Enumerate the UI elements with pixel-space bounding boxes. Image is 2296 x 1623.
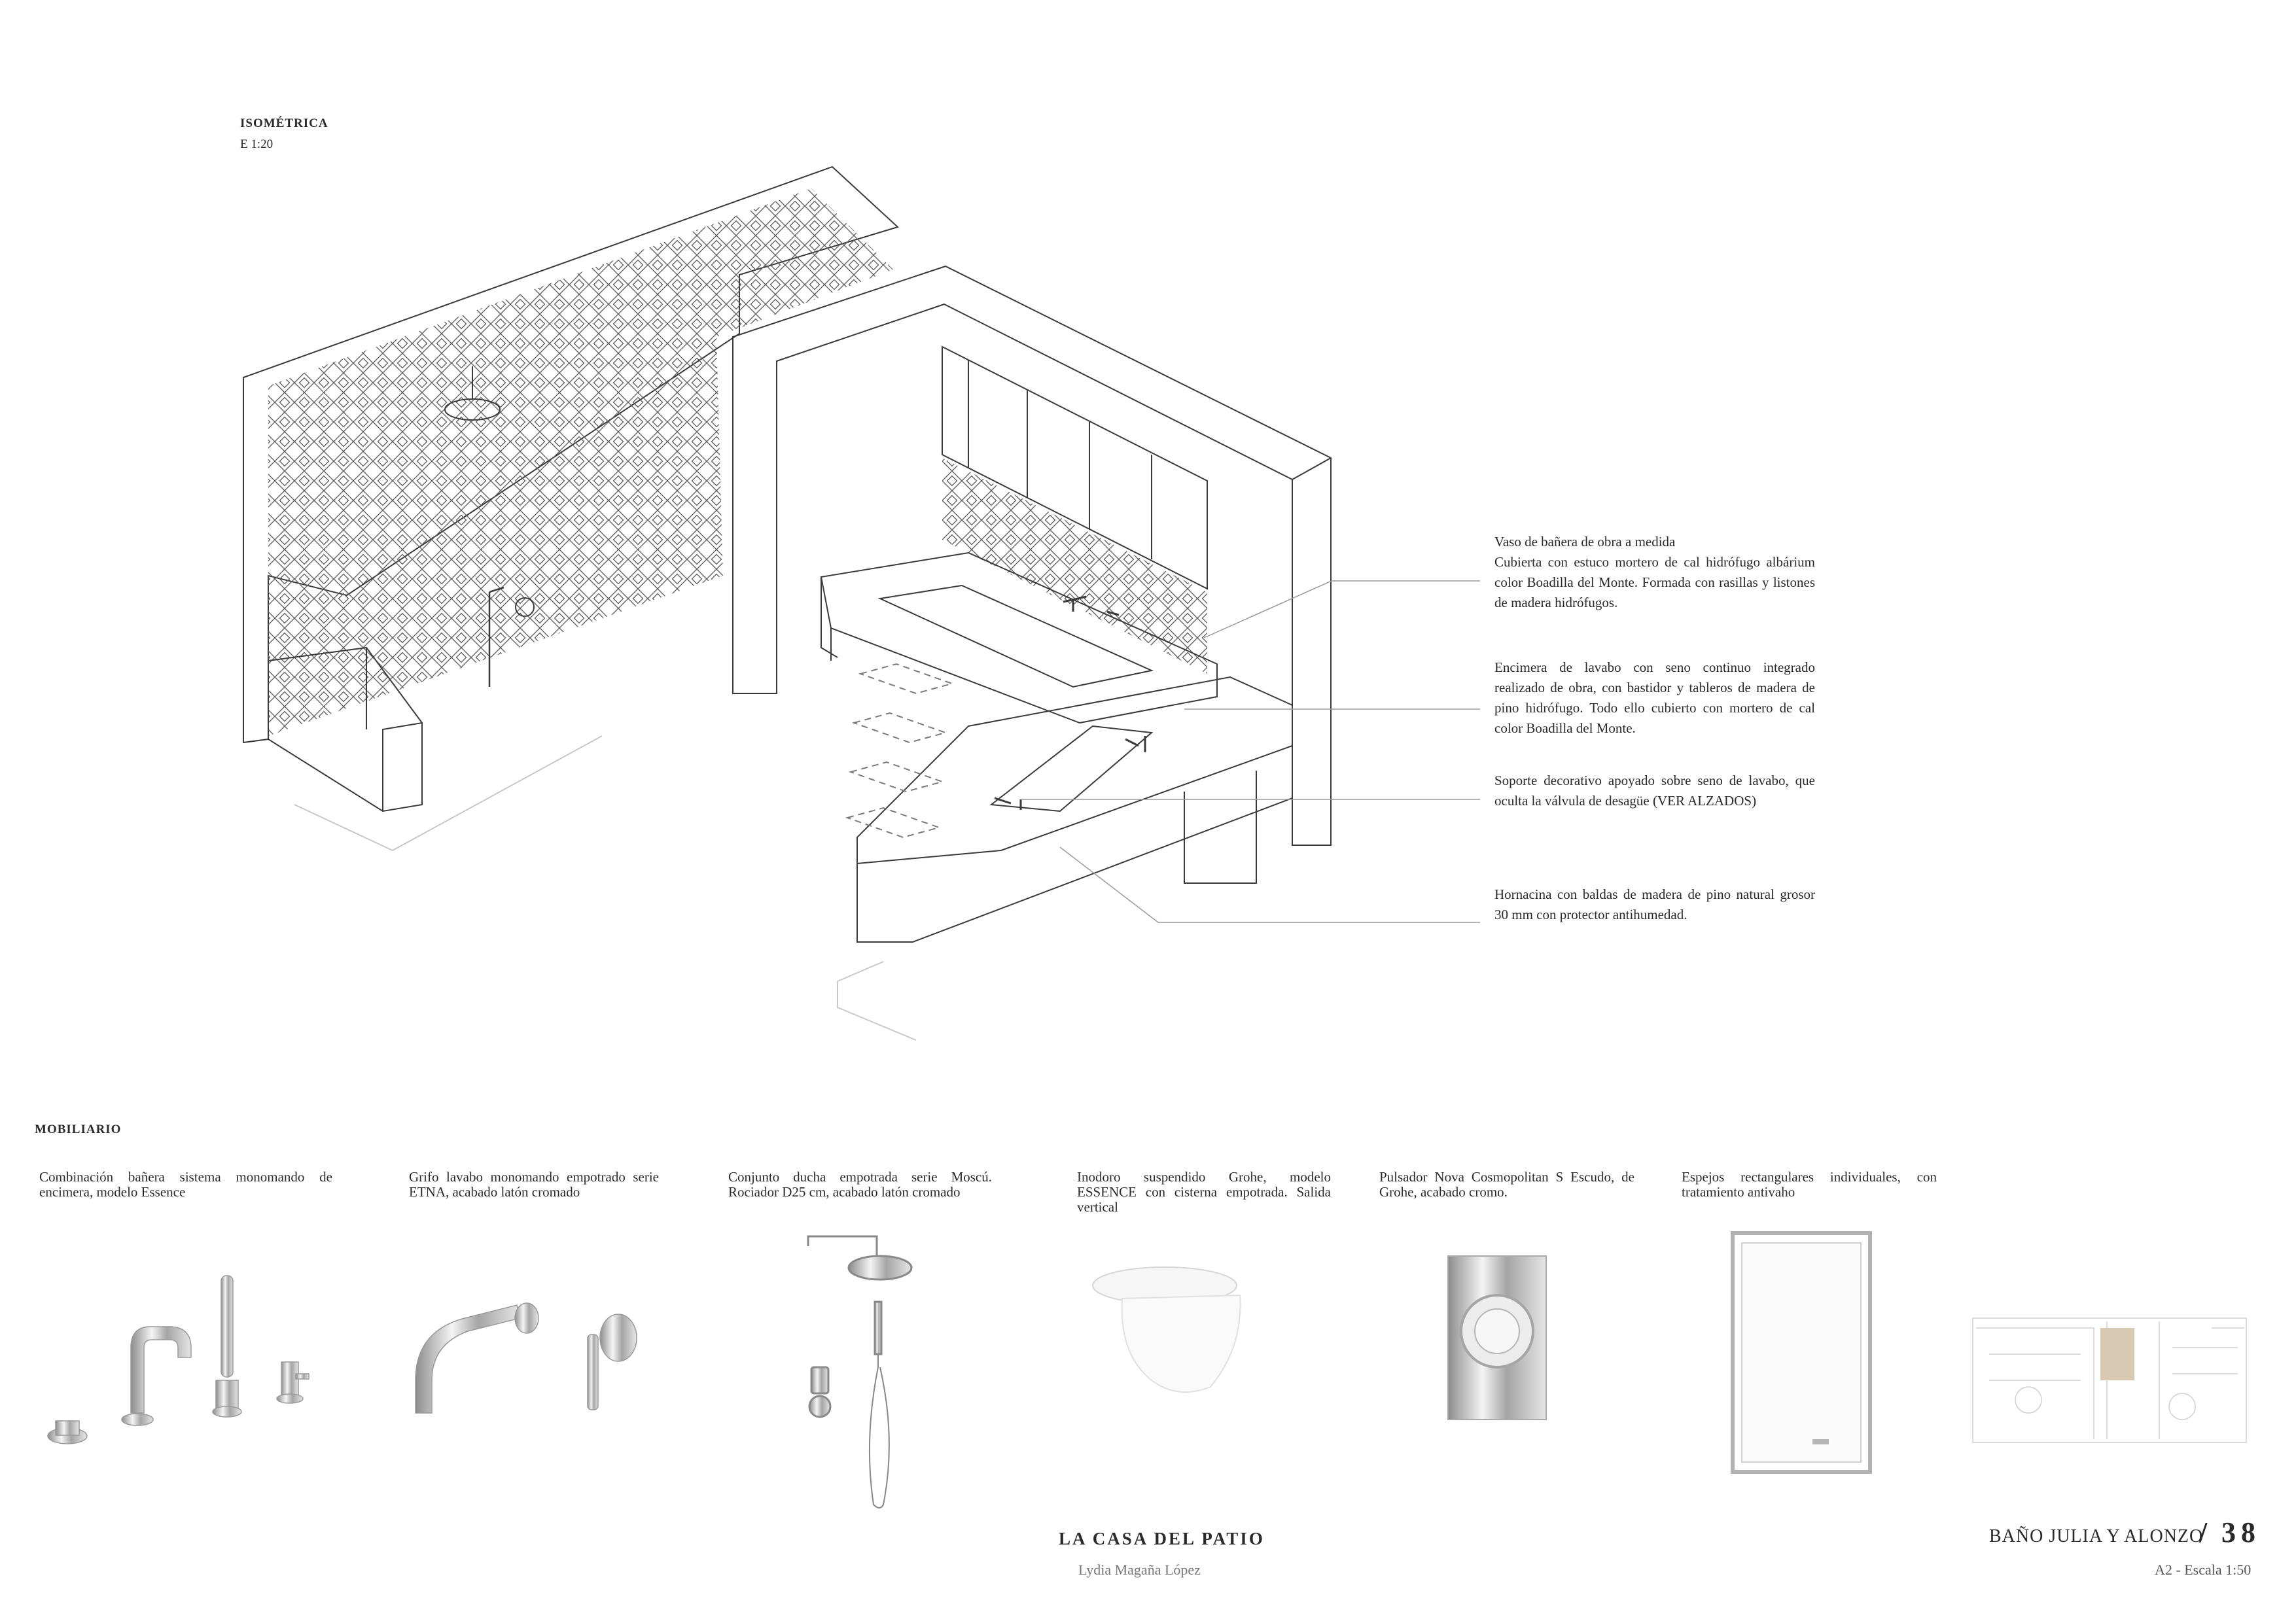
shower-set-icon	[808, 1236, 911, 1508]
product-toilet-text: Inodoro suspendido Grohe, modelo ESSENCE con cisterna empotrada. Salida vertical	[1077, 1169, 1331, 1215]
note-support: Soporte decorativo apoyado sobre seno de lavabo, que oculta la válvula de desagüe (VER ALZADOS)	[1494, 773, 1815, 809]
product-bath-mixer-text: Combinación bañera sistema monomando de encimera, modelo Essence	[39, 1169, 332, 1200]
page-number: 38	[2221, 1516, 2261, 1548]
note-niche: Hornacina con baldas de madera de pino natural grosor 30 mm con protector antihumedad.	[1494, 886, 1815, 922]
page-slash: /	[2199, 1516, 2213, 1548]
product-basin-tap-text: Grifo lavabo monomando empotrado serie ETNA, acabado latón cromado	[409, 1169, 659, 1200]
mirror-icon	[1733, 1233, 1870, 1472]
product-mirror-text: Espejos rectangulares individuales, con tratamiento antivaho	[1682, 1169, 1937, 1200]
isometric-title: ISOMÉTRICA	[240, 116, 328, 130]
author-name: Lydia Magaña López	[1078, 1562, 1201, 1578]
flush-plate-icon	[1448, 1256, 1546, 1420]
basin-tap-icon	[415, 1303, 637, 1413]
page-format: A2 - Escala 1:50	[2155, 1562, 2252, 1578]
project-title: LA CASA DEL PATIO	[1059, 1529, 1265, 1548]
product-flush-text: Pulsador Nova Cosmopolitan S Escudo, de Grohe, acabado cromo.	[1379, 1169, 1634, 1200]
mobiliario-title: MOBILIARIO	[35, 1123, 122, 1136]
key-plan-icon	[1973, 1318, 2246, 1442]
page-name: BAÑO JULIA Y ALONZO	[1989, 1526, 2204, 1546]
note-bathtub: Vaso de bañera de obra a medida Cubierta con estuco mortero de cal hidrófugo albárium color Boadilla del Monte. Formada con rasillas y listones de madera hidrófugos.	[1494, 534, 1815, 610]
toilet-icon	[1093, 1267, 1240, 1392]
product-shower-text: Conjunto ducha empotrada serie Moscú. Rociador D25 cm, acabado latón cromado	[728, 1169, 992, 1200]
note-counter: Encimera de lavabo con seno continuo integrado realizado de obra, con bastidor y tableros de madera de pino hidrófugo. Todo ello cubierto con mortero de cal color Boadilla del Monte.	[1494, 659, 1815, 736]
bath-mixer-icon	[48, 1276, 309, 1444]
isometric-scale: E 1:20	[240, 137, 274, 151]
